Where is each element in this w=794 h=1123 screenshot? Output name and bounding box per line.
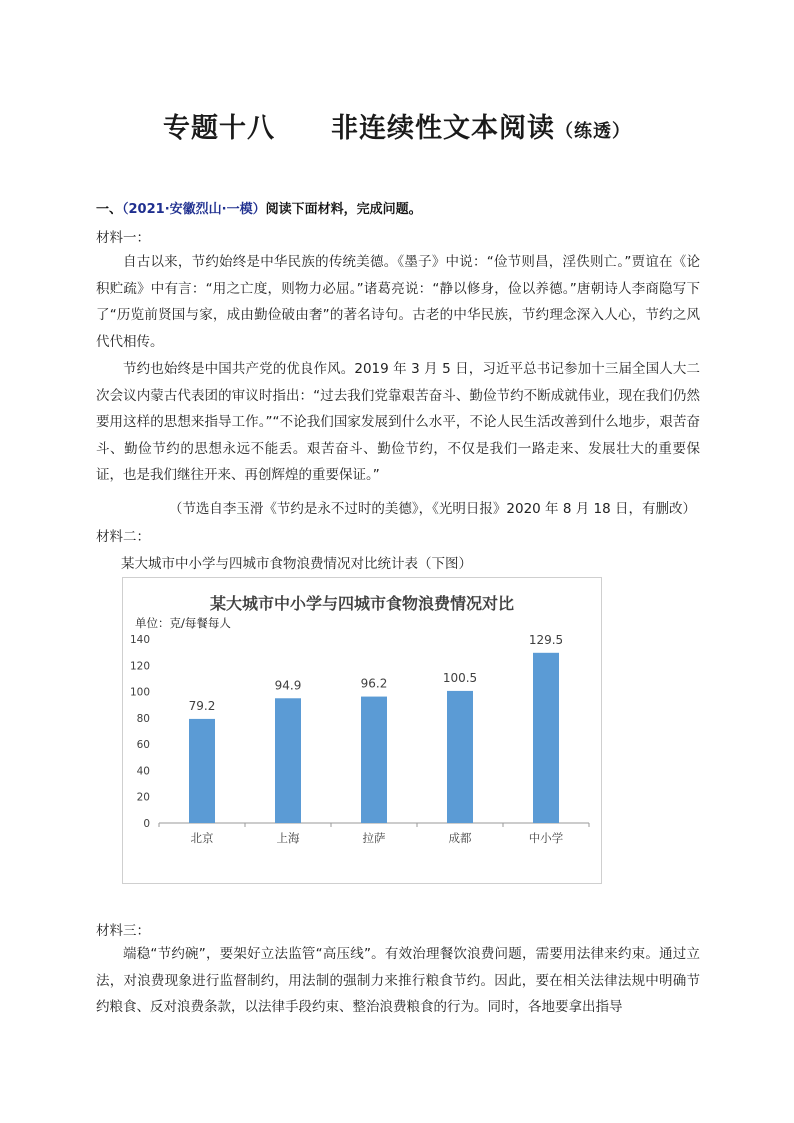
x-tick-label: 上海 (276, 831, 300, 845)
bar-chart (122, 577, 602, 884)
y-tick-label: 100 (129, 686, 150, 699)
material1-label: 材料一： (96, 230, 150, 246)
data-label: 79.2 (188, 698, 216, 713)
material1-paragraph-2: 节约也始终是中国共产党的优良作风。2019 年 3 月 5 日，习近平总书记参加十三届全国人大二次会议内蒙古代表团的审议时指出：“过去我们党靠艰苦奋斗、勤俭节约不断成就伟业，现在我们仍然要用这样的思想来指导工作。”“不论我们国家发展到什么水平，不论人民生活改善到什么地步，艰苦奋斗、勤俭节约的思想永远不能丢。艰苦奋斗、勤俭节约，不仅是我们一路走来、发展壮大的重要保证，也是我们继往开来、再创辉煌的重要保证。” (96, 361, 700, 483)
y-tick-label: 80 (136, 712, 150, 725)
data-label: 96.2 (360, 676, 388, 691)
bar (361, 697, 387, 823)
question-prompt: 阅读下面材料，完成问题。 (265, 202, 422, 217)
bar-chart-svg (123, 578, 601, 883)
title-topic: 专题十八 (163, 113, 275, 144)
x-tick-label: 拉萨 (362, 831, 386, 845)
title-suffix: （练透） (555, 121, 631, 142)
material3-label: 材料三： (96, 923, 150, 939)
bar (275, 698, 301, 823)
material3-paragraph-1: 端稳“节约碗”，要架好立法监管“高压线”。有效治理餐饮浪费问题，需要用法律来约束。通过立法，对浪费现象进行监督制约，用法制的强制力来推行粮食节约。因此，要在相关法律法规中明确节约粮食、反对浪费条款，以法律手段约束、整治浪费粮食的行为。同时，各地要拿出指导 (96, 946, 700, 1015)
question-source: （2021·安徽烈山·一模） (122, 202, 266, 217)
chart-title: 某大城市中小学与四城市食物浪费情况对比 (209, 594, 515, 613)
y-tick-label: 40 (136, 765, 150, 778)
question-heading (96, 198, 422, 217)
question-number: 一、 (96, 202, 123, 217)
x-tick-label: 北京 (190, 831, 214, 845)
bar (533, 653, 559, 823)
data-label: 94.9 (274, 678, 302, 693)
bar (189, 719, 215, 823)
data-label: 129.5 (528, 632, 564, 647)
title-subject: 非连续性文本阅读 (331, 113, 555, 144)
chart-unit-label: 单位：克/每餐每人 (135, 616, 231, 630)
y-tick-label: 20 (136, 791, 150, 804)
material1-source: （节选自李玉滑《节约是永不过时的美德》，《光明日报》2020 年 8 月 18 日，有删改） (168, 501, 696, 517)
y-tick-label: 60 (136, 739, 150, 752)
data-label: 100.5 (442, 670, 478, 685)
chart-caption: 某大城市中小学与四城市食物浪费情况对比统计表（下图） (121, 556, 472, 572)
bar (447, 691, 473, 823)
y-tick-label: 120 (129, 660, 150, 673)
x-tick-label: 中小学 (528, 831, 564, 845)
page-title (0, 106, 794, 145)
material2-label: 材料二： (96, 529, 150, 545)
y-tick-label: 0 (143, 818, 150, 830)
x-tick-label: 成都 (448, 831, 472, 845)
material1-paragraph-1: 自古以来，节约始终是中华民族的传统美德。《墨子》中说：“俭节则昌，淫佚则亡。”贾谊在《论积贮疏》中有言：“用之亡度，则物力必屈。”诸葛亮说：“静以修身，俭以养德。”唐朝诗人李商隐写下了“历览前贤国与家，成由勤俭破由奢”的著名诗句。古老的中华民族，节约理念深入人心，节约之风代代相传。 (96, 254, 700, 350)
y-tick-label: 140 (129, 634, 150, 646)
